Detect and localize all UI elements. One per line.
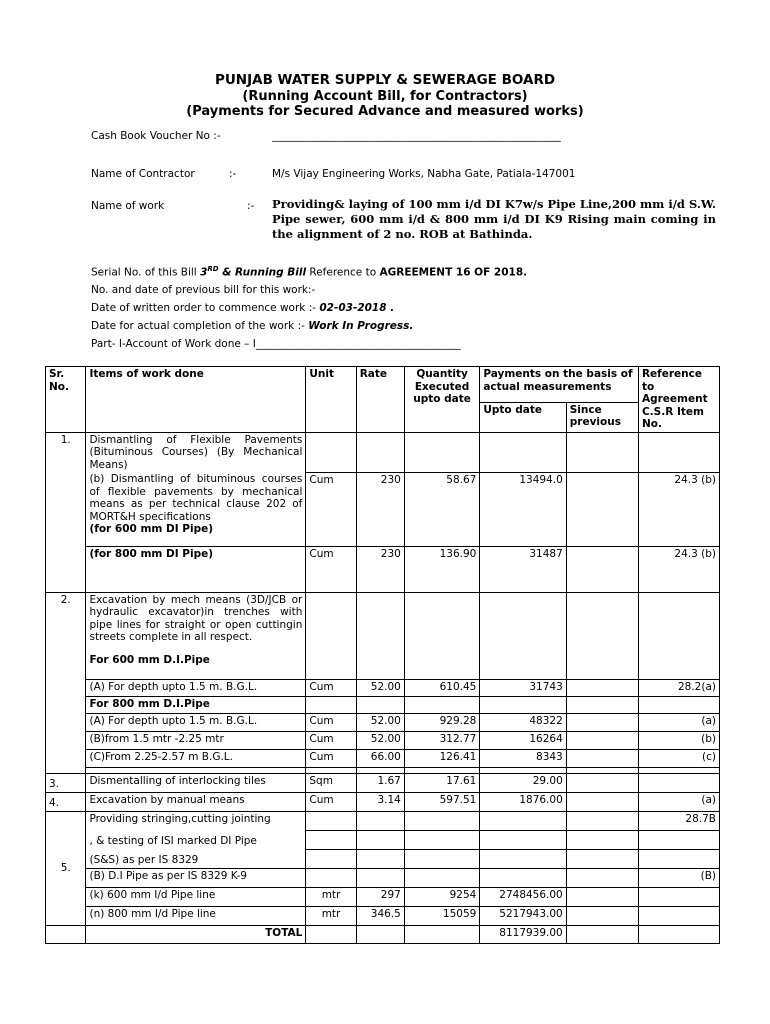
serial-suffix: RD [207,265,219,273]
cell-reference: 24.3 (b) [638,472,719,546]
table-row [46,472,720,546]
contractor-name: M/s Vijay Engineering Works, Nabha Gate, Patiala-147001 [272,168,576,180]
document-subtitle: (Running Account Bill, for Contractors) [242,89,528,104]
previous-bill: No. and date of previous bill for this work:- [91,284,316,296]
cell-upto-date: 5217943.00 [480,906,566,925]
reference-label: Reference to [306,266,380,279]
work-account-table [45,366,720,944]
cell-reference: (a) [638,713,719,731]
table-row [46,713,720,731]
header-sr-no: Sr. No. [46,367,86,433]
cell-unit: Cum [306,731,356,749]
cell-rate: 230 [356,546,404,592]
item-description: Excavation by mech means (3D/JCB or hydraulic excavator)in trenches with pipe lines for straight or open cuttingin streets complete in all respect. [89,593,303,643]
cell-reference: 28.2(a) [638,679,719,696]
cell-reference: (c) [638,749,719,767]
commence-label: Date of written order to commence work :- [91,302,320,314]
cell-rate: 52.00 [356,713,404,731]
item-subheading: (for 600 mm DI Pipe) [89,523,214,535]
item-description: , & testing of ISI marked DI Pipe [86,830,306,849]
cell-rate: 66.00 [356,749,404,767]
completion-label: Date for actual completion of the work :- [91,320,309,332]
table-row [46,749,720,767]
cell-unit: mtr [306,906,356,925]
item-description: (n) 800 mm I/d Pipe line [86,906,306,925]
cell-reference: 24.3 (b) [638,546,719,592]
cell-upto-date: 29.00 [480,773,566,792]
cell-reference [638,906,719,925]
item-description: (C)From 2.25-2.57 m B.G.L. [86,749,306,767]
cell-upto-date: 16264 [480,731,566,749]
sr-no: 1. [46,432,86,592]
cell-unit: Cum [306,713,356,731]
item-description: Providing stringing,cutting jointing [86,811,306,830]
header-quantity: Quantity Executed upto date [404,367,479,433]
header-items: Items of work done [86,367,306,433]
total-upto-date: 8117939.00 [480,925,566,943]
cell-quantity: 9254 [404,887,479,906]
sr-no: 5. [46,811,86,925]
cell-upto-date: 31487 [480,546,566,592]
voucher-label: Cash Book Voucher No :- [91,130,221,142]
table-row [46,849,720,868]
sr-no: 2. [46,592,86,773]
work-label: Name of work [91,200,165,212]
table-row [46,792,720,811]
table-row [46,546,720,592]
cell-since-previous [566,887,638,906]
cell-quantity: 597.51 [404,792,479,811]
table-row [46,906,720,925]
document-subtitle-2: (Payments for Secured Advance and measured works) [186,104,584,119]
document-title: PUNJAB WATER SUPPLY & SEWERAGE BOARD [214,72,556,88]
cell-rate: 230 [356,472,404,546]
cell-upto-date: 8343 [480,749,566,767]
completion-status: Work In Progress. [308,320,414,332]
table-row [46,731,720,749]
cell-since-previous [566,906,638,925]
item-description: (k) 600 mm I/d Pipe line [86,887,306,906]
item-description: (S&S) as per IS 8329 [86,849,306,868]
cell-reference [638,887,719,906]
cell-since-previous [566,749,638,767]
cell-quantity: 610.45 [404,679,479,696]
total-label: TOTAL [86,925,306,943]
table-row [46,887,720,906]
table-row [46,830,720,849]
cell-unit: Cum [306,472,356,546]
item-description: Dismentalling of interlocking tiles [86,773,306,792]
cell-upto-date: 48322 [480,713,566,731]
voucher-value: _______________________________________________________ [272,130,561,142]
table-row [46,811,720,830]
cell-since-previous [566,472,638,546]
cell-since-previous [566,792,638,811]
contractor-separator: :- [229,168,237,180]
serial-prefix: Serial No. of this Bill [91,266,201,279]
cell-unit: Cum [306,679,356,696]
cell-upto-date: 13494.0 [480,472,566,546]
cell-reference: (B) [638,868,719,887]
cell-since-previous [566,713,638,731]
reference-value: AGREEMENT 16 OF 2018. [379,266,528,279]
cell-since-previous [566,546,638,592]
cell-since-previous [566,679,638,696]
cell-reference: (a) [638,792,719,811]
cell-rate: 297 [356,887,404,906]
cell-unit: mtr [306,887,356,906]
cell-upto-date: 1876.00 [480,792,566,811]
cell-unit: Cum [306,546,356,592]
cell-quantity: 15059 [404,906,479,925]
cell-rate: 52.00 [356,731,404,749]
item-description: (A) For depth upto 1.5 m. B.G.L. [86,679,306,696]
cell-unit: Cum [306,792,356,811]
cell-unit: Sqm [306,773,356,792]
cell-rate: 3.14 [356,792,404,811]
table-row [46,432,720,472]
cell-rate: 1.67 [356,773,404,792]
cell-quantity: 126.41 [404,749,479,767]
serial-line [91,265,527,279]
item-description: Dismantling of Flexible Pavements (Bituminous Courses) (By Mechanical Means) [86,432,306,472]
work-name: Providing& laying of 100 mm i/d DI K7w/s Pipe Line,200 mm i/d S.W. Pipe sewer, 600 mm i/d & 800 mm i/d DI K9 Rising main coming in the alignment of 2 no. ROB at Bathinda. [272,197,716,241]
cell-upto-date: 2748456.00 [480,887,566,906]
commence-line [91,302,394,314]
work-separator: :- [247,200,255,212]
item-subheading: For 600 mm D.I.Pipe [89,653,210,666]
completion-line [91,320,413,332]
header-rate: Rate [356,367,404,433]
header-reference: Reference to Agreement C.S.R Item No. [638,367,719,433]
cell-upto-date: 31743 [480,679,566,696]
contractor-label: Name of Contractor [91,168,195,180]
cell-reference [638,773,719,792]
commence-date: 02-03-2018 . [319,302,395,314]
item-description: (b) Dismantling of bituminous courses of flexible pavements by mechanical means as per technical clause 202 of MORT&H specifications [89,473,303,523]
total-row [46,925,720,943]
table-header-row [46,367,720,403]
running-bill: & Running Bill [218,266,307,279]
header-payments: Payments on the basis of actual measurements [480,367,639,403]
table-row [46,696,720,713]
header-unit: Unit [306,367,356,433]
cell-since-previous [566,773,638,792]
cell-quantity: 17.61 [404,773,479,792]
table-row [46,773,720,792]
cell-quantity: 136.90 [404,546,479,592]
table-row [46,592,720,679]
table-row [46,868,720,887]
sr-no: 4. [46,792,86,811]
cell-quantity: 312.77 [404,731,479,749]
item-description: (A) For depth upto 1.5 m. B.G.L. [86,713,306,731]
sr-no: 3. [46,773,86,792]
cell-since-previous [566,731,638,749]
table-row [46,679,720,696]
cell-rate: 52.00 [356,679,404,696]
cell-quantity: 58.67 [404,472,479,546]
cell-quantity: 929.28 [404,713,479,731]
item-subheading: For 800 mm D.I.Pipe [86,696,306,713]
item-description: (B)from 1.5 mtr -2.25 mtr [86,731,306,749]
header-upto-date: Upto date [480,402,566,432]
item-description: Excavation by manual means [86,792,306,811]
item-subheading: (for 800 mm DI Pipe) [86,546,306,592]
part-heading: Part- I-Account of Work done – I_______________________________________ [91,338,461,350]
header-since-previous: Since previous [566,402,638,432]
serial-number: 3 [200,266,208,279]
cell-reference: 28.7B [638,811,719,830]
cell-rate: 346.5 [356,906,404,925]
cell-unit: Cum [306,749,356,767]
cell-reference: (b) [638,731,719,749]
item-description: (B) D.I Pipe as per IS 8329 K-9 [86,868,306,887]
